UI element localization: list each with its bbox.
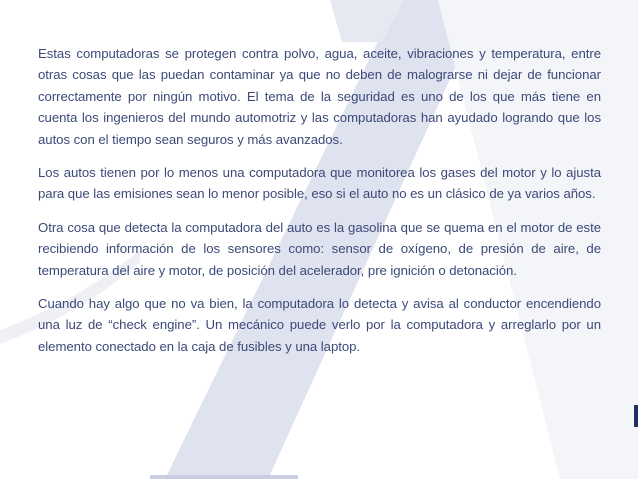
body-text [38, 43, 601, 357]
paragraph-check-engine: Cuando hay algo que no va bien, la computadora lo detecta y avisa al conductor encendiendo una luz de “check engine”. Un mecánico puede verlo por la computadora y arreglarlo por un elemento conectado en la caja de fusibles y una laptop. [38, 296, 601, 354]
paragraph-emissions: Los autos tienen por lo menos una computadora que monitorea los gases del motor y lo ajusta para que las emisiones sean lo menor posible, eso si el auto no es un clásico de ya varios años. [38, 165, 601, 202]
paragraph-sensors: Otra cosa que detecta la computadora del auto es la gasolina que se quema en el motor de este recibiendo información de los sensores como: sensor de oxígeno, de presión de aire, de temperatura del aire y motor, de posición del acelerador, pre ignición o detonación. [38, 219, 601, 278]
decor-edge-mark [634, 405, 638, 427]
paragraph-protection: Estas computadoras se protegen contra polvo, agua, aceite, vibraciones y temperatura, entre otras cosas que las puedan contaminar ya que no deben de malograrse ni dejar de funcionar correctamente por ningún motivo. El tema de la seguridad es uno de los que más tiene en cuenta los ingenieros del mundo automotriz y las computadoras han ayudado logrando que los autos con el tiempo sean seguros y más avanzados. [38, 46, 601, 147]
decor-bottom-bar [150, 475, 298, 479]
